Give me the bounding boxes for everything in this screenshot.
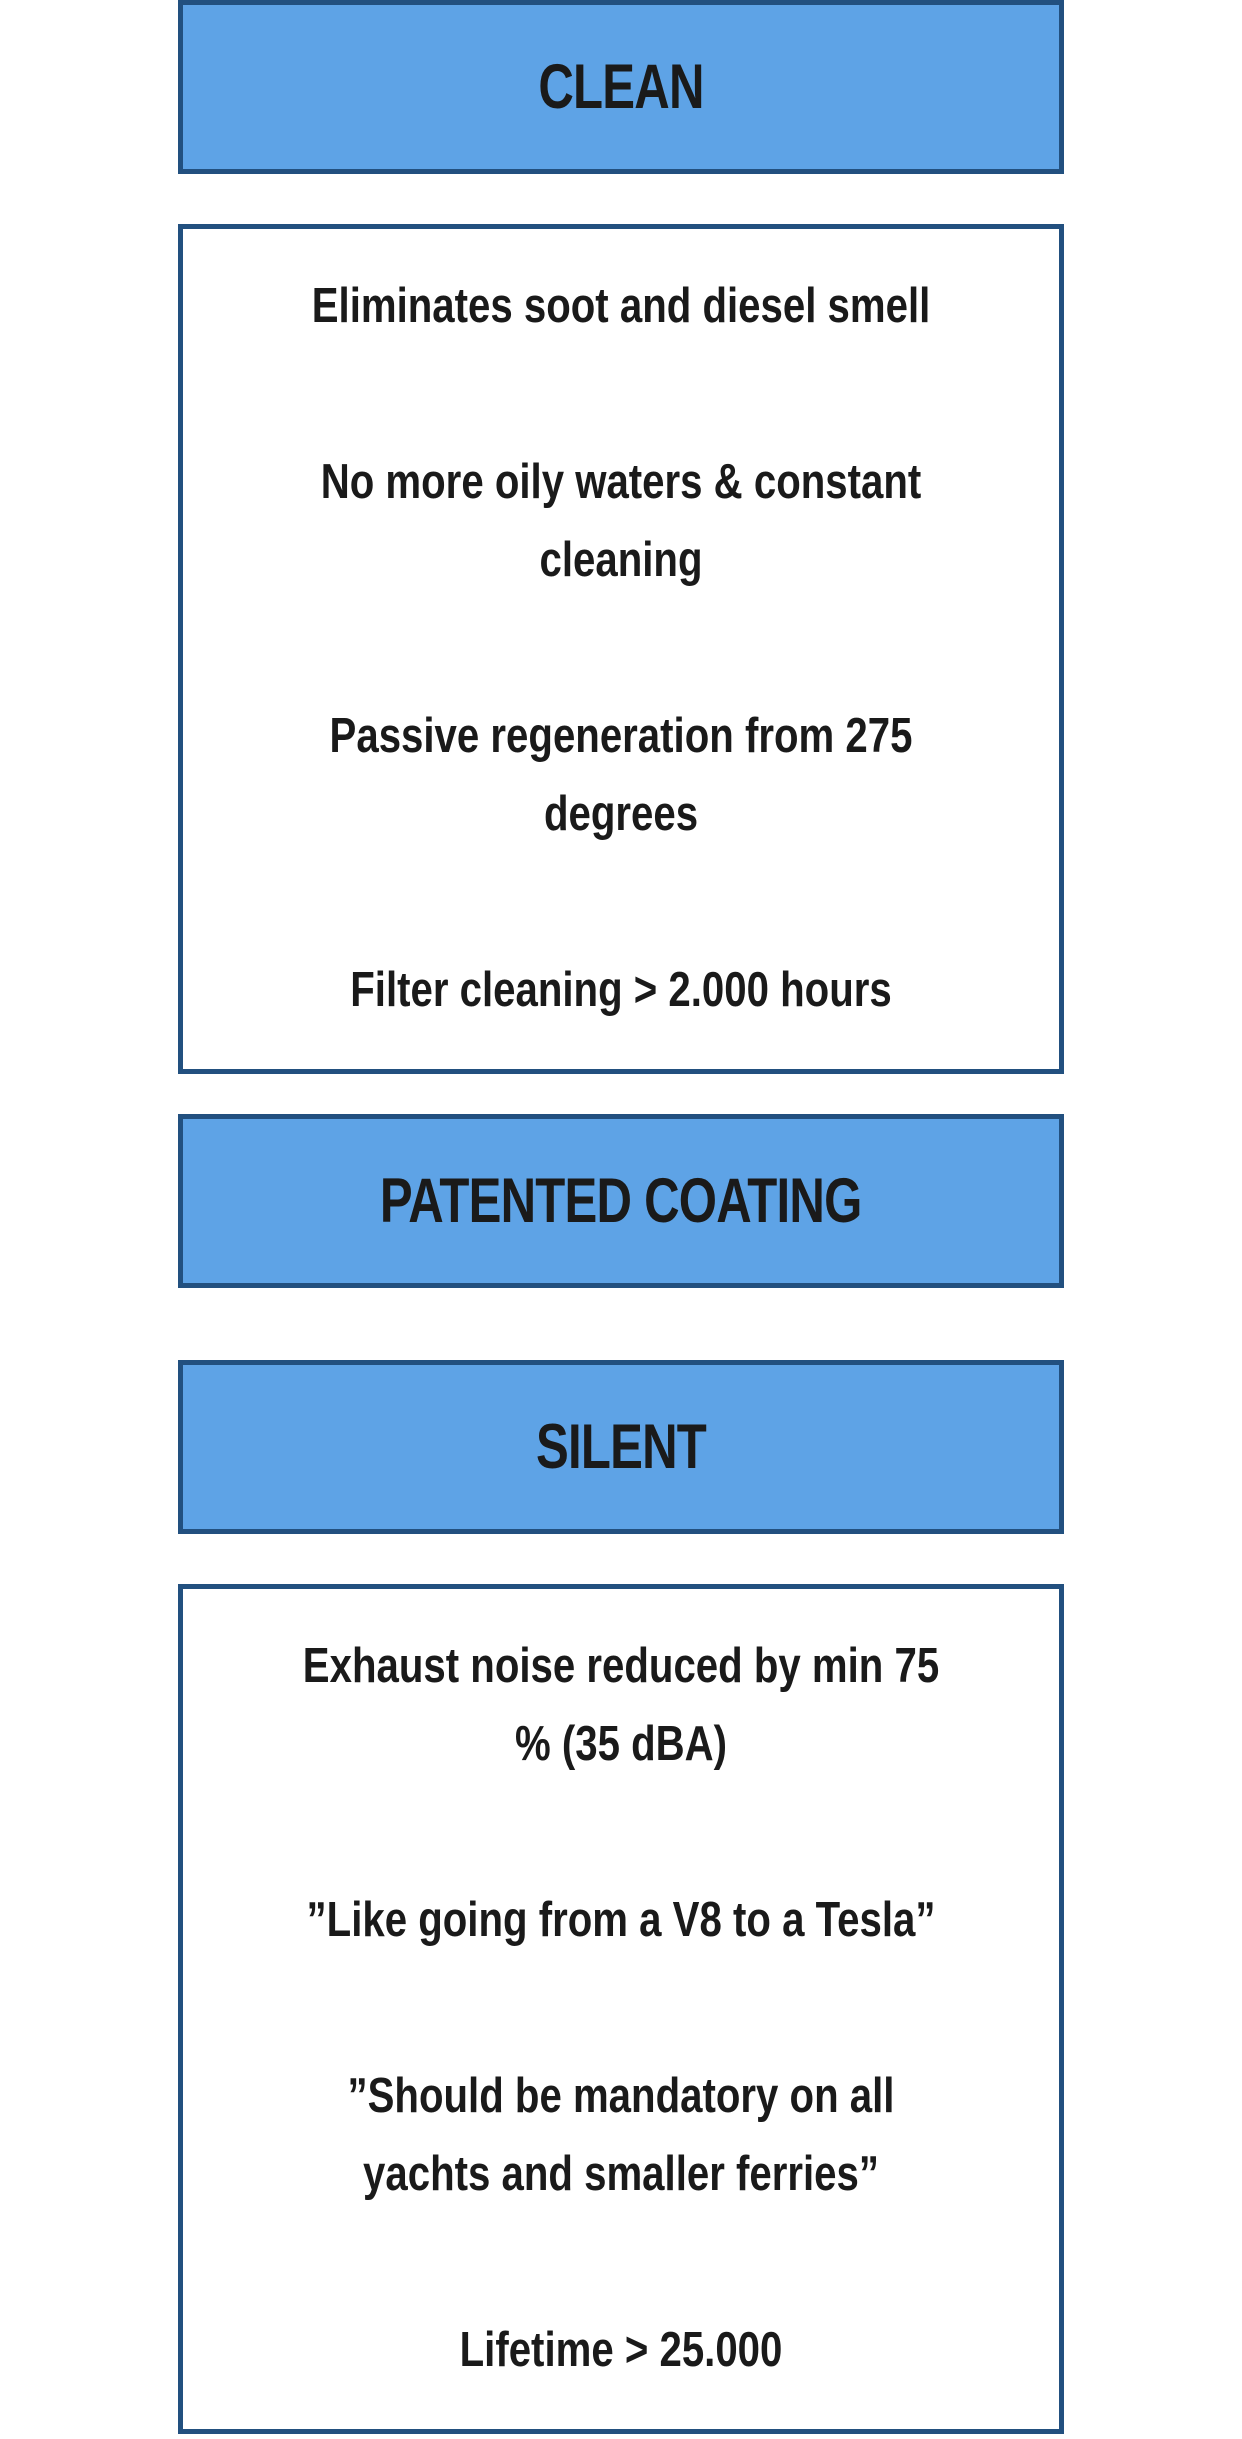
clean-feature-3: Passive regeneration from 275 degrees (329, 709, 913, 841)
patented-coating-title: PATENTED COATING (380, 1165, 862, 1236)
silent-feature-4: Lifetime > 25.000 (459, 2323, 783, 2377)
silent-feature-list (178, 1584, 1064, 2434)
clean-feature-list (178, 224, 1064, 1074)
clean-feature-4: Filter cleaning > 2.000 hours (350, 963, 892, 1017)
clean-feature-1: Eliminates soot and diesel smell (311, 279, 931, 333)
patented-coating-section-header[interactable] (178, 1114, 1064, 1288)
clean-feature-2: No more oily waters & constant cleaning (320, 455, 922, 587)
silent-section-header (178, 1360, 1064, 1534)
clean-title: CLEAN (538, 51, 704, 122)
clean-section-header (178, 0, 1064, 174)
silent-title: SILENT (535, 1411, 707, 1482)
silent-feature-3: ”Should be mandatory on all yachts and smaller ferries” (347, 2069, 895, 2201)
silent-feature-1: Exhaust noise reduced by min 75 % (35 dBA) (302, 1639, 940, 1771)
silent-feature-2: ”Like going from a V8 to a Tesla” (306, 1893, 936, 1947)
